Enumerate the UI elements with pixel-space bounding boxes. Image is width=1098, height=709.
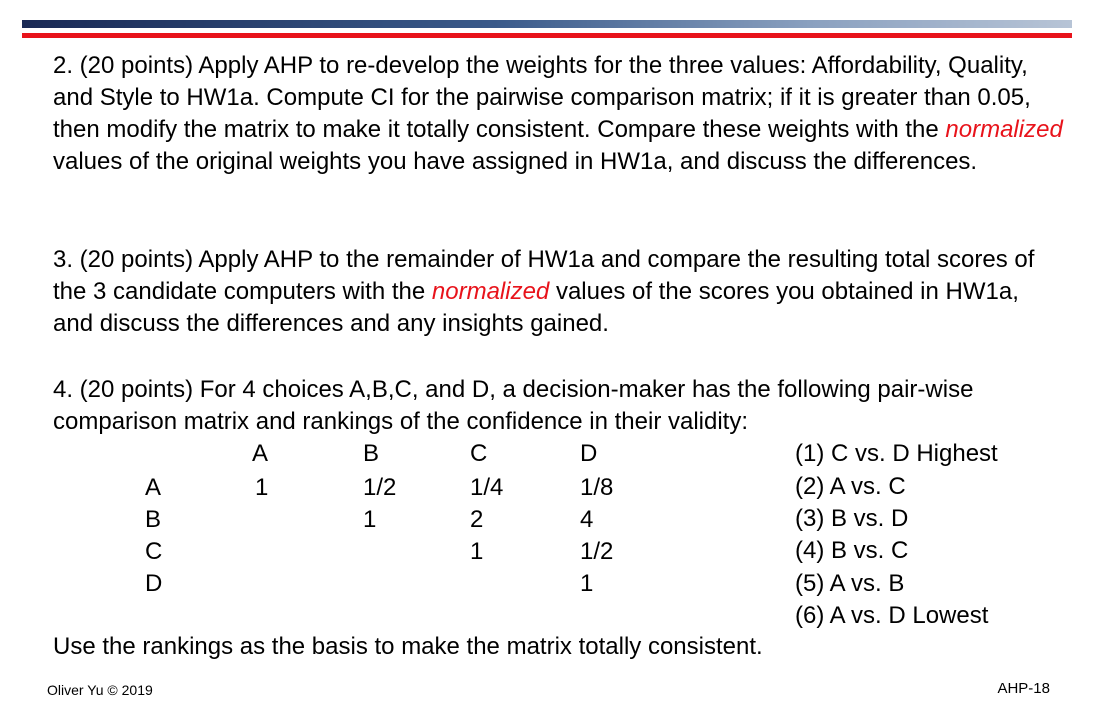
matrix-col-header: C xyxy=(470,440,488,467)
matrix-cell: 1 xyxy=(470,538,484,565)
ranking-item: (4) B vs. C xyxy=(795,537,909,564)
question-4-intro: 4. (20 points) For 4 choices A,B,C, and D, a decision-maker has the following pair-wise comparison matrix and rankings of the confidence in their validity: xyxy=(53,376,974,435)
matrix-cell: 2 xyxy=(470,506,484,533)
matrix-cell: 1/8 xyxy=(580,474,614,501)
question-3-highlight: normalized xyxy=(431,278,550,305)
matrix-cell: 1/4 xyxy=(470,474,504,501)
question-3 xyxy=(53,244,1063,340)
matrix-col-header: B xyxy=(363,440,380,467)
matrix-cell: 1 xyxy=(363,506,377,533)
matrix-col-header: D xyxy=(580,440,598,467)
matrix-cell: 1 xyxy=(580,570,594,597)
ranking-item: (2) A vs. C xyxy=(795,473,906,500)
question-2-text-start: 2. (20 points) Apply AHP to re-develop the weights for the three values: Affordability, Quality, and Style to HW1a. Compute CI for the pairwise comparison matrix; if it is greater than 0.05, then modify the matrix to make it totally consistent. Compare these weights with the xyxy=(53,52,1031,143)
matrix-row-header: A xyxy=(145,474,162,501)
matrix-cell: 1 xyxy=(255,474,269,501)
matrix-cell: 1/2 xyxy=(363,474,397,501)
header-bar-gradient xyxy=(22,20,1072,28)
question-4-closing: Use the rankings as the basis to make the matrix totally consistent. xyxy=(53,633,763,660)
footer-slide-id: AHP-18 xyxy=(997,680,1050,697)
header-bar-red xyxy=(22,33,1072,38)
question-2-highlight: normalized xyxy=(945,116,1063,143)
matrix-cell: 4 xyxy=(580,506,594,533)
ranking-item: (1) C vs. D Highest xyxy=(795,440,998,467)
ranking-item: (6) A vs. D Lowest xyxy=(795,602,989,629)
question-2 xyxy=(53,50,1063,178)
question-2-text-end: values of the original weights you have assigned in HW1a, and discuss the differences. xyxy=(53,148,978,175)
question-3-text-start: 3. (20 points) Apply AHP to the remainder of HW1a and compare the resulting total scores of the 3 candidate computers with the xyxy=(53,246,1035,305)
ranking-item: (3) B vs. D xyxy=(795,505,909,532)
matrix-row-header: D xyxy=(145,570,163,597)
matrix-col-header: A xyxy=(252,440,269,467)
matrix-row-header: B xyxy=(145,506,162,533)
question-3-text-end: values of the scores you obtained in HW1a, and discuss the differences and any insights gained. xyxy=(53,278,1019,337)
matrix-cell: 1/2 xyxy=(580,538,614,565)
footer-author: Oliver Yu © 2019 xyxy=(47,682,153,698)
matrix-row-header: C xyxy=(145,538,163,565)
ranking-item: (5) A vs. B xyxy=(795,570,905,597)
